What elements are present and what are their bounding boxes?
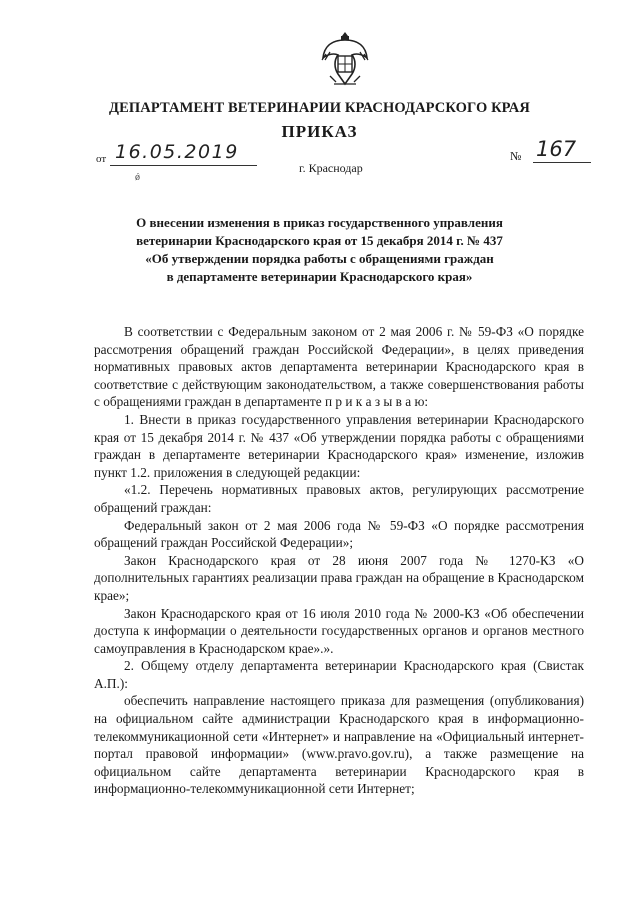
date-label: от <box>96 153 107 165</box>
title-line: в департаменте ветеринарии Краснодарского края» <box>166 269 473 284</box>
handwritten-mark: ǿ <box>135 172 140 183</box>
order-word: п р и к а з ы в а ю: <box>324 394 429 410</box>
document-body <box>94 323 584 798</box>
item-1-paragraph: 1. Внести в приказ государственного управления ветеринарии Краснодарского края от 15 декабря 2014 г. № 437 «Об утверждении порядка работы с обращениями граждан в департаменте ветеринарии Краснодарского края» изменение, изложив пункт 1.2. приложения в следующей редакции: <box>94 411 584 480</box>
document-number: 167 <box>536 137 577 161</box>
title-line: О внесении изменения в приказ государственного управления <box>136 215 503 230</box>
department-heading: ДЕПАРТАМЕНТ ВЕТЕРИНАРИИ КРАСНОДАРСКОГО КРАЯ <box>109 100 530 116</box>
preamble-text: В соответствии с Федеральным законом от 2 мая 2006 г. № 59-ФЗ «О порядке рассмотрения обращений граждан Российской Федерации», в целях приведения нормативных правовых актов департамента ветеринарии Краснодарского края в соответствие с действующим законодательством, а также совершенствования работы с обращениями граждан в департаменте <box>94 324 584 410</box>
document-date: 16.05.2019 <box>115 141 239 163</box>
federal-law-paragraph: Федеральный закон от 2 мая 2006 года № 59-ФЗ «О порядке рассмотрения обращений граждан Российской Федерации»; <box>94 517 584 551</box>
item-2-paragraph: 2. Общему отделу департамента ветеринарии Краснодарского края (Свистак А.П.): <box>94 658 584 691</box>
item-1-2-paragraph: «1.2. Перечень нормативных правовых актов, регулирующих рассмотрение обращений граждан: <box>94 482 584 515</box>
document-type: ПРИКАЗ <box>281 122 358 141</box>
city: г. Краснодар <box>299 161 363 175</box>
date-underline <box>110 165 257 166</box>
title-line: ветеринарии Краснодарского края от 15 декабря 2014 г. № 437 <box>136 233 503 248</box>
title-line: «Об утверждении порядка работы с обращениями граждан <box>145 251 494 266</box>
number-label: № <box>510 149 522 163</box>
document-title <box>120 214 519 286</box>
publication-paragraph: обеспечить направление настоящего приказа для размещения (опубликования) на официальном сайте администрации Краснодарского края в информационно-телекоммуникационной сети «Интернет» и направление на «Официальный интернет-портал правовой информации» (www.pravo.gov.ru), а также размещение на официальном сайте департамента ветеринарии Краснодарского края в информационно-телекоммуникационной сети Интернет; <box>94 693 584 797</box>
number-underline <box>533 162 591 163</box>
regional-law-1270-paragraph: Закон Краснодарского края от 28 июня 2007 года № 1270-КЗ «О дополнительных гарантиях реализации права граждан на обращение в Краснодарском крае»; <box>94 552 584 603</box>
coat-of-arms-icon <box>320 28 370 88</box>
regional-law-2000-paragraph: Закон Краснодарского края от 16 июля 2010 года № 2000-КЗ «Об обеспечении доступа к информации о деятельности государственных органов и органов местного самоуправления в Краснодарском крае».». <box>94 605 584 656</box>
preamble-paragraph <box>94 323 584 411</box>
